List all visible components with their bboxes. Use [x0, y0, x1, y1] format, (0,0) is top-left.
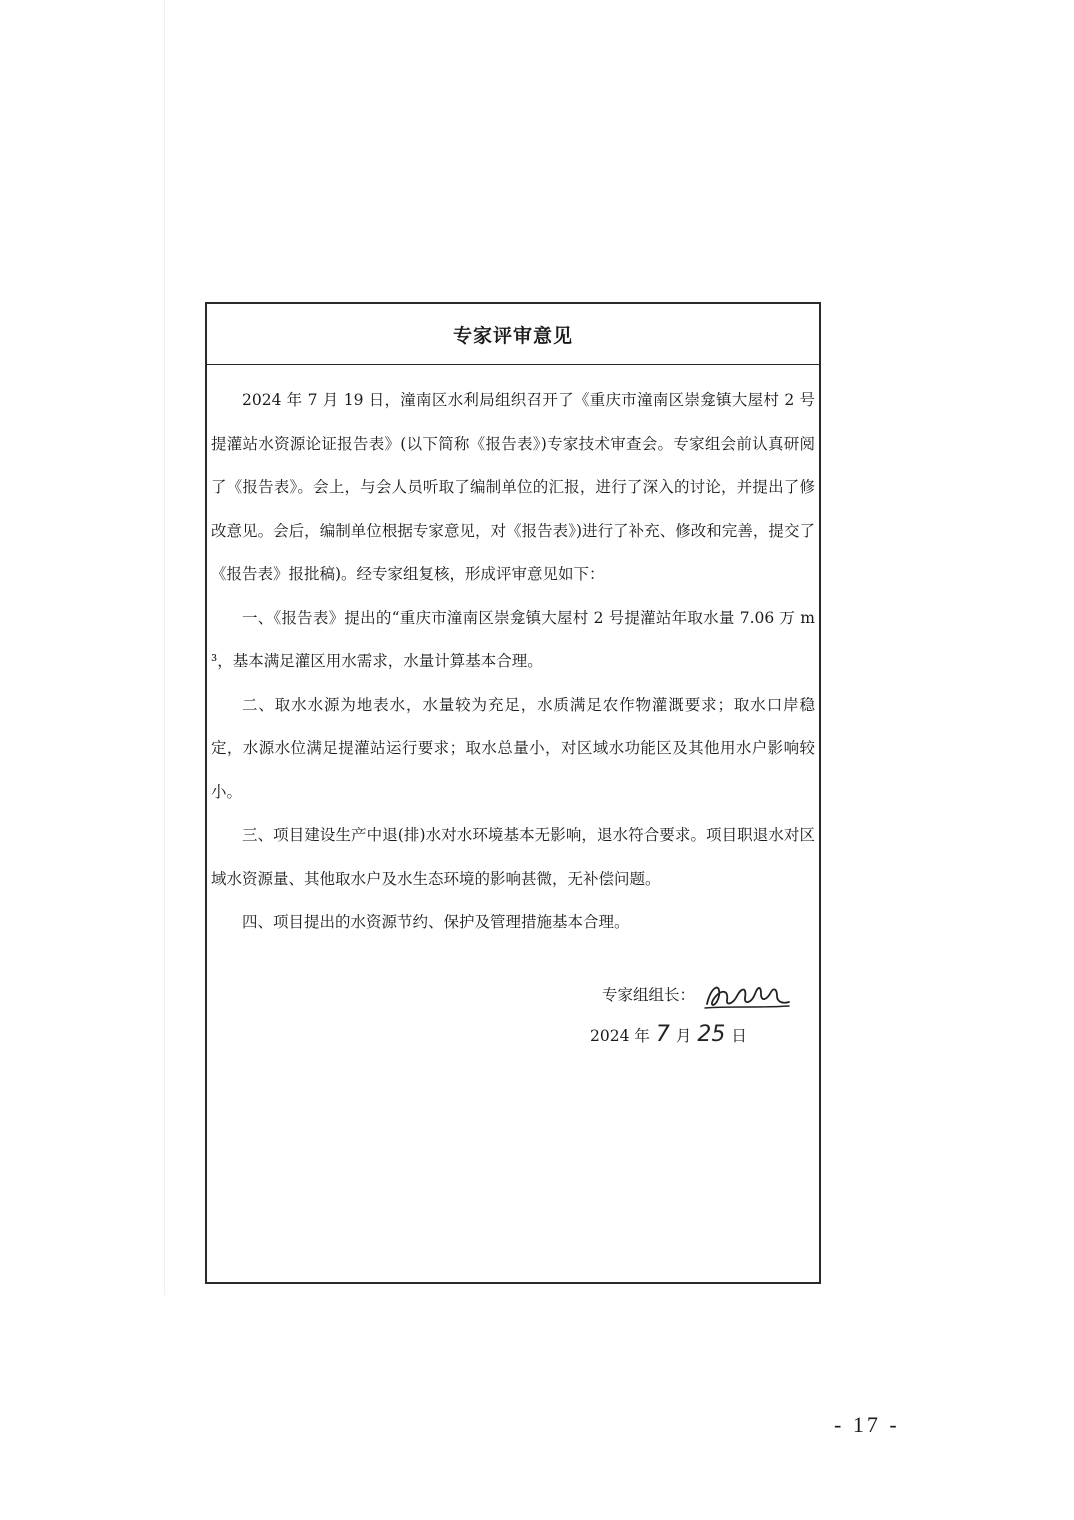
opinion-1: 一、《报告表》提出的“重庆市潼南区崇龛镇大屋村 2 号提灌站年取水量 7.06 万 m³，基本满足灌区用水需求，水量计算基本合理。 — [211, 608, 815, 670]
opinion-2: 二、取水水源为地表水，水量较为充足，水质满足农作物灌溉要求；取水口岸稳定，水源水位满足提灌站运行要求；取水总量小，对区域水功能区及其他用水户影响较小。 — [211, 695, 815, 801]
review-body — [207, 365, 819, 945]
intro-paragraph: 2024 年 7 月 19 日，潼南区水利局组织召开了《重庆市潼南区崇龛镇大屋村 2 号提灌站水资源论证报告表》(以下简称《报告表》)专家技术审查会。专家组会前认真研阅了《报告表》。会上，与会人员听取了编制单位的汇报，进行了深入的讨论，并提出了修改意见。会后，编制单位根据专家意见，对《报告表》)进行了补充、修改和完善，提交了《报告表》报批稿)。经专家组复核，形成评审意见如下： — [211, 391, 815, 583]
signature-block — [590, 974, 791, 1047]
signature-date — [590, 1022, 747, 1047]
scan-edge — [164, 0, 165, 1295]
date-day-handwritten: 25 — [697, 1022, 726, 1047]
date-month-unit: 月 — [675, 1027, 692, 1045]
expert-review-box — [205, 302, 821, 1284]
signature-line — [602, 974, 791, 1014]
date-month-handwritten: 7 — [655, 1022, 670, 1047]
opinion-3: 三、项目建设生产中退(排)水对水环境基本无影响，退水符合要求。项目职退水对区域水资源量、其他取水户及水生态环境的影响甚微，无补偿问题。 — [211, 826, 815, 888]
date-day-unit: 日 — [731, 1027, 747, 1045]
handwritten-signature — [699, 974, 791, 1014]
signature-label: 专家组组长： — [602, 986, 696, 1004]
date-year: 2024 年 — [590, 1027, 650, 1045]
opinion-4: 四、项目提出的水资源节约、保护及管理措施基本合理。 — [242, 913, 630, 931]
page-number: - 17 - — [834, 1412, 900, 1437]
review-title: 专家评审意见 — [207, 304, 819, 365]
